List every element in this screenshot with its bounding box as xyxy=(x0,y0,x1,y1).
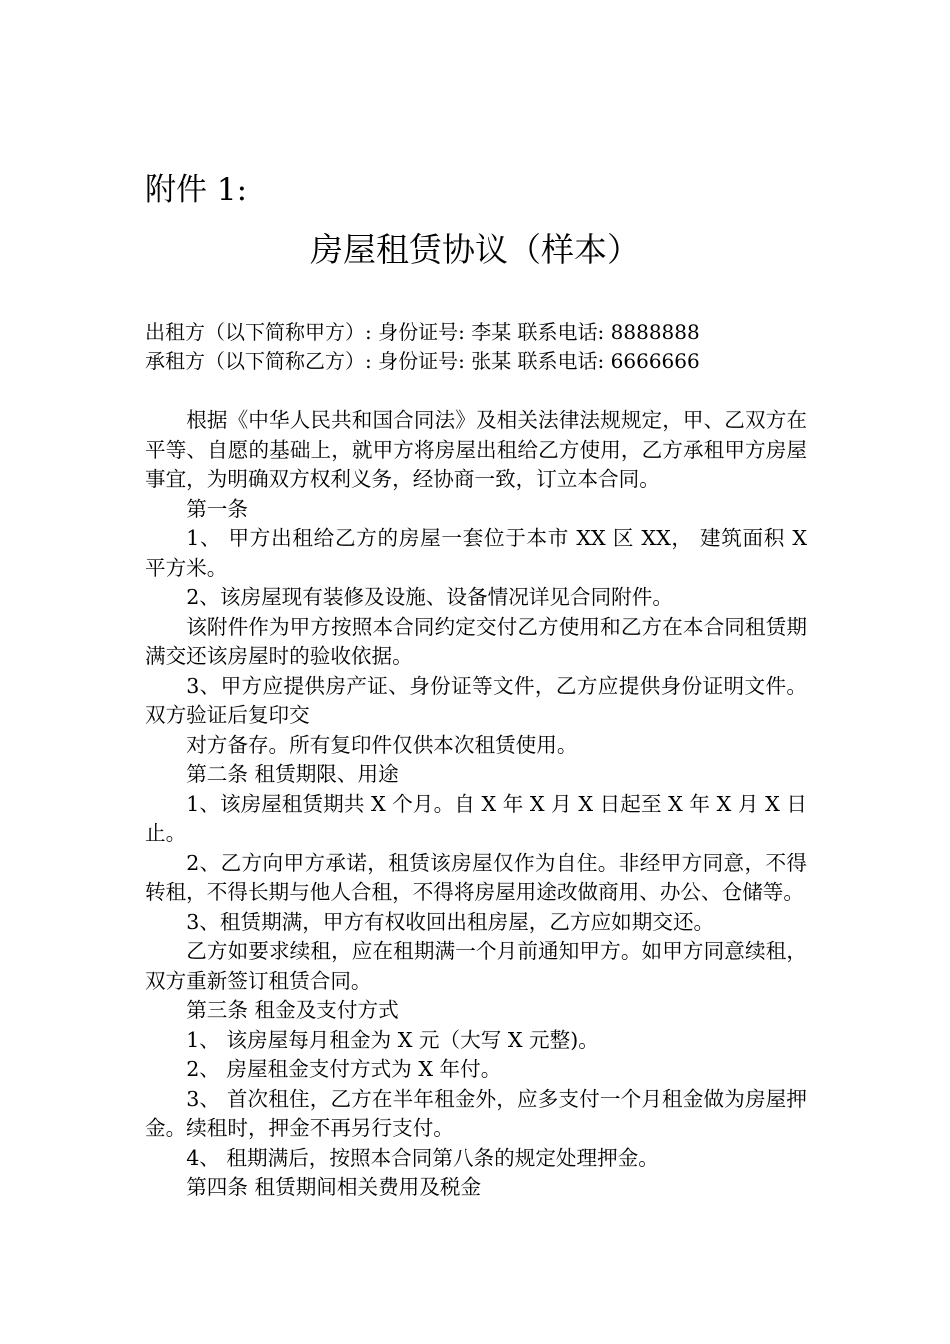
article-2-clause-2: 2、乙方向甲方承诺，租赁该房屋仅作为自住。非经甲方同意，不得转租，不得长期与他人合租，不得将房屋用途改做商用、办公、仓储等。 xyxy=(145,850,807,904)
article-1-clause-3-cont: 对方备存。所有复印件仅供本次租赁使用。 xyxy=(186,732,578,757)
article-1-heading: 第一条 xyxy=(186,496,248,521)
article-3-clause-3: 3、 首次租住，乙方在半年租金外，应多支付一个月租金做为房屋押金。续租时，押金不再另行支付。 xyxy=(145,1086,807,1140)
lessee-line: 承租方（以下简称乙方）: 身份证号: 张某 联系电话: 6666666 xyxy=(145,349,700,373)
article-3-clause-4: 4、 租期满后，按照本合同第八条的规定处理押金。 xyxy=(186,1145,659,1170)
article-1-clause-2: 2、该房屋现有装修及设施、设备情况详见合同附件。 xyxy=(186,585,673,609)
document-title: 房屋租赁协议（样本） xyxy=(310,230,640,269)
article-2-clause-1: 1、该房屋租赁期共 X 个月。自 X 年 X 月 X 日起至 X 年 X 月 X 日止。 xyxy=(145,791,807,845)
parties-section xyxy=(145,318,825,376)
contract-body xyxy=(145,406,807,1203)
article-1-clause-3: 3、甲方应提供房产证、身份证等文件，乙方应提供身份证明文件。双方验证后复印交 xyxy=(145,673,807,727)
article-2-clause-3-note: 乙方如要求续租，应在租期满一个月前通知甲方。如甲方同意续租，双方重新签订租赁合同。 xyxy=(145,939,807,993)
attachment-label: 附件 1: xyxy=(145,172,248,208)
article-2-clause-3: 3、租赁期满，甲方有权收回出租房屋，乙方应如期交还。 xyxy=(186,909,715,934)
preamble-paragraph: 根据《中华人民共和国合同法》及相关法律法规规定，甲、乙双方在平等、自愿的基础上，就甲方将房屋出租给乙方使用，乙方承租甲方房屋事宜，为明确双方权利义务，经协商一致，订立本合同。 xyxy=(145,408,807,491)
article-1-clause-1: 1、 甲方出租给乙方的房屋一套位于本市 XX 区 XX， 建筑面积 X 平方米。 xyxy=(145,526,807,580)
article-2-heading: 第二条 租赁期限、用途 xyxy=(186,762,399,786)
article-3-clause-2: 2、 房屋租金支付方式为 X 年付。 xyxy=(186,1057,502,1081)
article-1-clause-2-note: 该附件作为甲方按照本合同约定交付乙方使用和乙方在本合同租赁期满交还该房屋时的验收依据。 xyxy=(145,614,807,668)
article-4-heading: 第四条 租赁期间相关费用及税金 xyxy=(186,1175,482,1199)
article-3-heading: 第三条 租金及支付方式 xyxy=(186,998,399,1022)
lessor-line: 出租方（以下简称甲方）: 身份证号: 李某 联系电话: 8888888 xyxy=(145,320,700,344)
article-3-clause-1: 1、 该房屋每月租金为 X 元（大写 X 元整)。 xyxy=(186,1027,599,1052)
